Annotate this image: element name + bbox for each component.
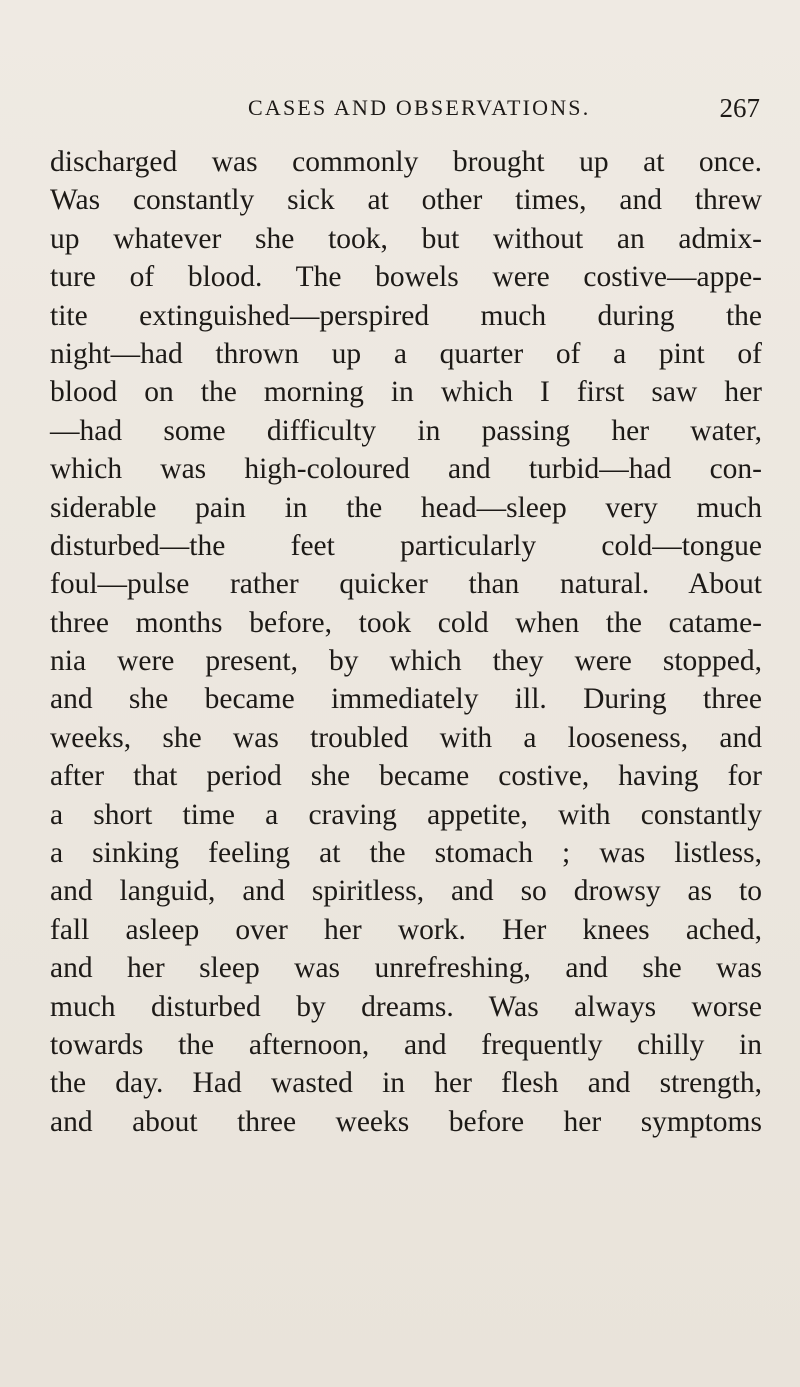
text-line: foul—pulse rather quicker than natural. About [50, 568, 762, 601]
running-title: CASES AND OBSERVATIONS. [248, 95, 591, 120]
text-line: tite extinguished—perspired much during the [50, 299, 762, 332]
text-line: fall asleep over her work. Her knees ached, [50, 913, 762, 946]
page-number: 267 [719, 93, 760, 123]
text-line: the day. Had wasted in her flesh and strength, [50, 1067, 762, 1100]
text-line: disturbed—the feet particularly cold—tongue [50, 529, 762, 562]
text-line: night—had thrown up a quarter of a pint of [50, 337, 762, 370]
text-line: a short time a craving appetite, with constantly [50, 798, 762, 831]
text-line: much disturbed by dreams. Was always worse [50, 990, 762, 1023]
text-line: up whatever she took, but without an admix- [50, 222, 762, 255]
text-line: —had some difficulty in passing her water, [50, 414, 762, 447]
text-line: towards the afternoon, and frequently chilly in [50, 1028, 762, 1061]
text-line: ture of blood. The bowels were costive—appe- [50, 261, 762, 294]
text-line: Was constantly sick at other times, and threw [50, 184, 762, 217]
text-line: discharged was commonly brought up at once. [50, 146, 762, 178]
text-line: nia were present, by which they were stopped, [50, 645, 762, 678]
running-head [248, 90, 760, 126]
text-line: siderable pain in the head—sleep very much [50, 491, 762, 524]
text-line: a sinking feeling at the stomach ; was listless, [50, 837, 762, 870]
text-line: which was high-coloured and turbid—had con- [50, 453, 762, 486]
text-line: and her sleep was unrefreshing, and she was [50, 952, 762, 985]
body-text [50, 143, 762, 1141]
text-line: blood on the morning in which I first saw her [50, 376, 762, 409]
text-line: and she became immediately ill. During three [50, 683, 762, 716]
text-line: and languid, and spiritless, and so drowsy as to [50, 875, 762, 908]
text-line: three months before, took cold when the catame- [50, 606, 762, 639]
text-line: weeks, she was troubled with a looseness, and [50, 721, 762, 754]
text-line: and about three weeks before her symptoms [50, 1105, 762, 1138]
text-line: after that period she became costive, having for [50, 760, 762, 793]
